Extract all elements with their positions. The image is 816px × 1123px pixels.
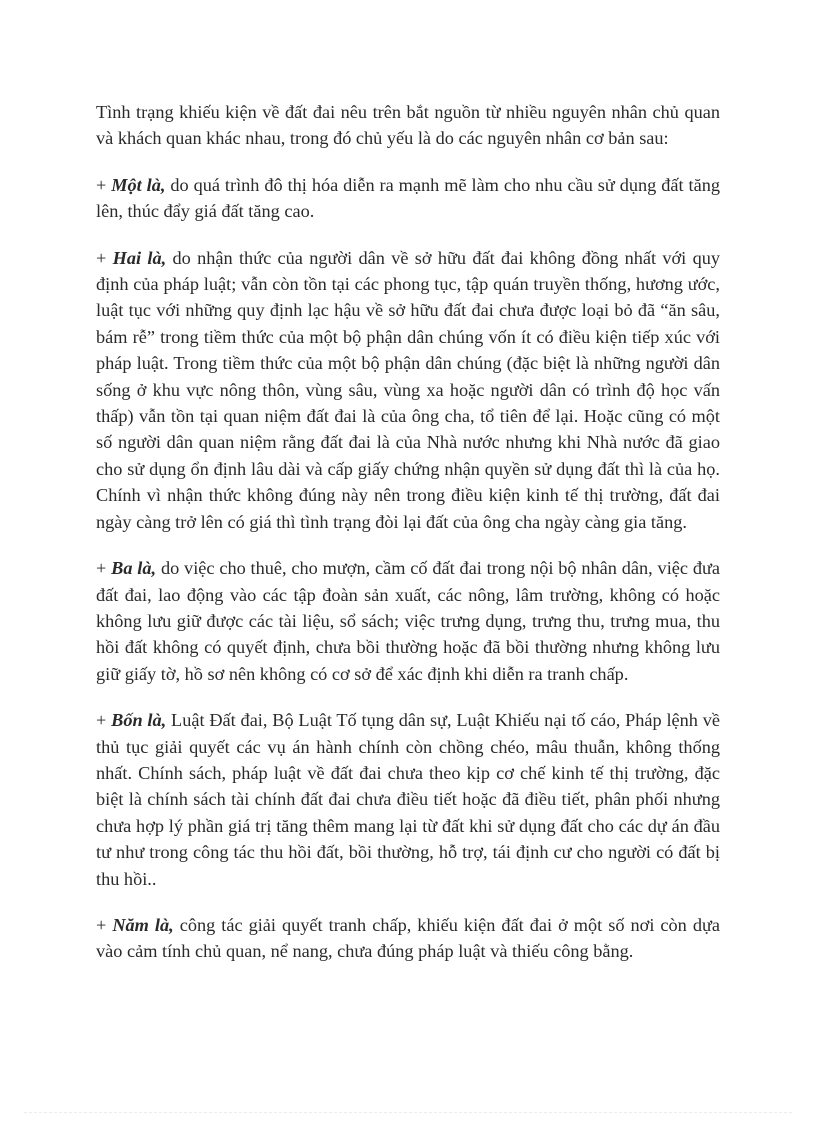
bullet-prefix: + xyxy=(96,710,112,731)
paragraph-ba-la xyxy=(96,555,720,687)
paragraph-text: do nhận thức của người dân về sở hữu đất đai không đồng nhất với quy định của pháp luật; vẫn còn tồn tại các phong tục, tập quán truyền thống, hương ước, luật tục với những quy định lạc hậu về sở hữu đất đai chưa được loại bỏ đã “ăn sâu, bám rễ” trong tiềm thức của một bộ phận dân chúng vốn ít có điều kiện tiếp xúc với pháp luật. Trong tiềm thức của một bộ phận dân chúng (đặc biệt là những người dân sống ở khu vực nông thôn, vùng sâu, vùng xa hoặc người dân có trình độ học vấn thấp) vẫn tồn tại quan niệm đất đai là của ông cha, tổ tiên để lại. Hoặc cũng có một số người dân quan niệm rằng đất đai là của Nhà nước nhưng khi Nhà nước đã giao cho sử dụng ổn định lâu dài và cấp giấy chứng nhận quyền sử dụng đất thì là của họ. Chính vì nhận thức không đúng này nên trong điều kiện kinh tế thị trường, đất đai ngày càng trở lên có giá thì tình trạng đòi lại đất của ông cha ngày càng gia tăng. xyxy=(96,247,721,532)
bullet-prefix: + xyxy=(96,558,112,579)
paragraph-nam-la xyxy=(96,912,720,965)
paragraph-text: do quá trình đô thị hóa diễn ra mạnh mẽ làm cho nhu cầu sử dụng đất tăng lên, thúc đẩy giá đất tăng cao. xyxy=(96,174,720,222)
paragraph-bon-la xyxy=(96,707,720,892)
paragraph-lead: Ba là, xyxy=(111,558,157,579)
paragraph-hai-la xyxy=(96,245,720,535)
bullet-prefix: + xyxy=(96,174,112,195)
paragraph-lead: Năm là, xyxy=(112,914,174,935)
paragraph-lead: Bốn là, xyxy=(111,710,167,731)
bullet-prefix: + xyxy=(96,247,113,268)
document-body xyxy=(96,99,720,985)
intro-paragraph: Tình trạng khiếu kiện về đất đai nêu trên bắt nguồn từ nhiều nguyên nhân chủ quan và khách quan khác nhau, trong đó chủ yếu là do các nguyên nhân cơ bản sau: xyxy=(96,102,720,149)
paragraph-text: do việc cho thuê, cho mượn, cầm cố đất đai trong nội bộ nhân dân, việc đưa đất đai, lao động vào các tập đoàn sản xuất, các nông, lâm trường, không có hoặc không lưu giữ được các tài liệu, sổ sách; việc trưng dụng, trưng thu, trưng mua, thu hồi đất không có quyết định, chưa bồi thường hoặc đã bồi thường nhưng không lưu giữ giấy tờ, hồ sơ nên không có cơ sở để xác định khi diễn ra tranh chấp. xyxy=(96,558,720,684)
paragraph-lead: Một là, xyxy=(111,174,166,195)
paragraph-lead: Hai là, xyxy=(112,247,167,268)
bullet-prefix: + xyxy=(96,914,113,935)
paragraph-text: công tác giải quyết tranh chấp, khiếu kiện đất đai ở một số nơi còn dựa vào cảm tính chủ quan, nể nang, chưa đúng pháp luật và thiếu công bằng. xyxy=(96,914,720,962)
paragraph-text: Luật Đất đai, Bộ Luật Tố tụng dân sự, Luật Khiếu nại tố cáo, Pháp lệnh về thủ tục giải quyết các vụ án hành chính còn chồng chéo, mâu thuẫn, không thống nhất. Chính sách, pháp luật về đất đai chưa theo kịp cơ chế kinh tế thị trường, đặc biệt là chính sách tài chính đất đai chưa điều tiết hoặc đã điều tiết, phân phối nhưng chưa hợp lý phần giá trị tăng thêm mang lại từ đất khi sử dụng đất cho các dự án đầu tư như trong công tác thu hồi đất, bồi thường, hỗ trợ, tái định cư cho người có đất bị thu hồi.. xyxy=(96,710,720,889)
paragraph-mot-la xyxy=(96,172,720,225)
page-bottom-divider xyxy=(24,1112,792,1113)
